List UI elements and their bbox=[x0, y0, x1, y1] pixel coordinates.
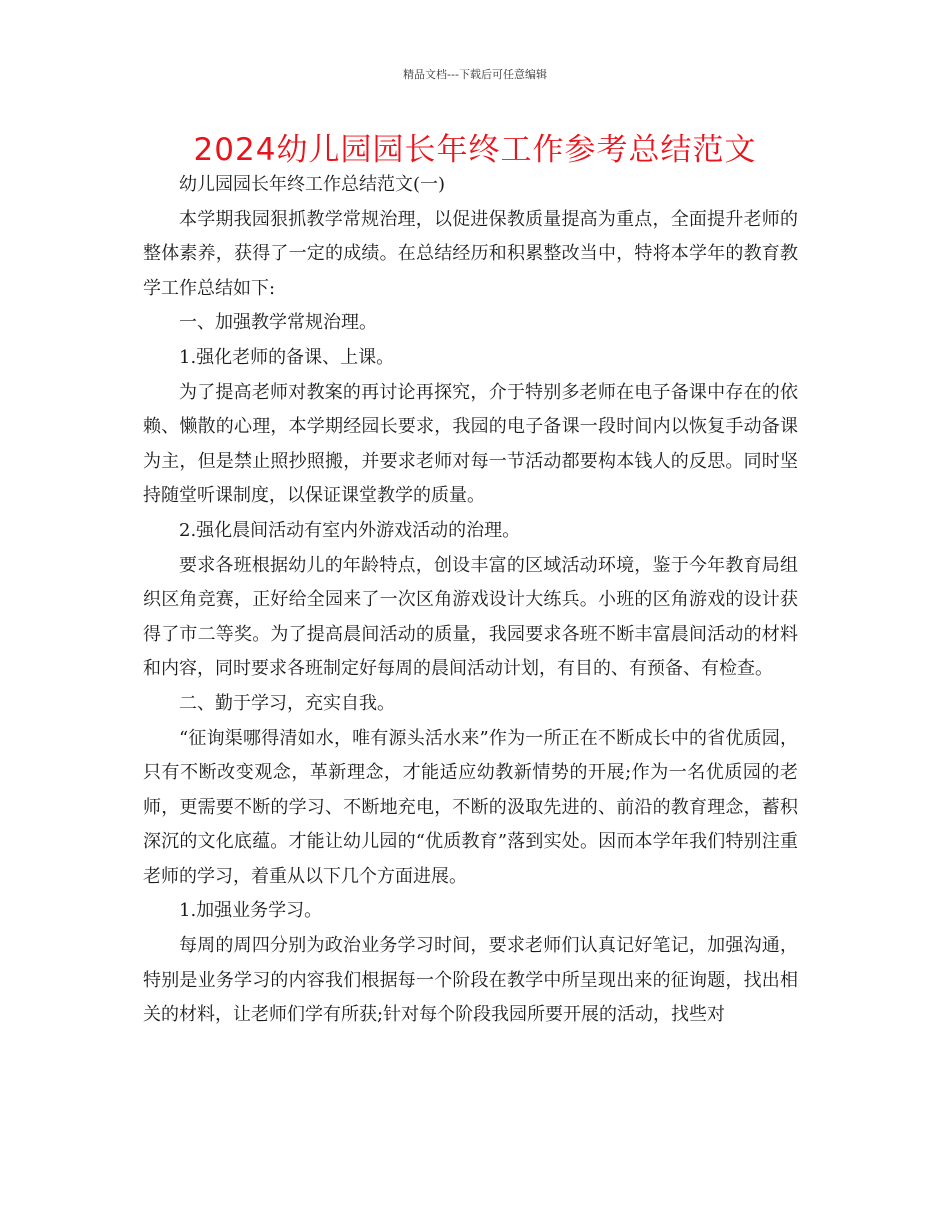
header-note: 精品文档---下载后可任意编辑 bbox=[403, 68, 547, 81]
document-title: 2024幼儿园园长年终工作参考总结范文 bbox=[193, 132, 757, 168]
paragraph-study-sessions: 每周的周四分别为政治业务学习时间，要求老师们认真记好笔记，加强沟通，特别是业务学习的内容我们根据每一个阶段在教学中所呈现出来的征询题，找出相关的材料，让老师们学有所获;针对每个阶段我园所要开展的活动，找些对 bbox=[143, 935, 798, 1026]
document-body bbox=[143, 168, 798, 1033]
subsection-heading-1-2: 2.强化晨间活动有室内外游戏活动的治理。 bbox=[179, 519, 521, 541]
section-heading-1: 一、加强教学常规治理。 bbox=[179, 312, 377, 334]
subsection-heading-2-1: 1.加强业务学习。 bbox=[179, 900, 323, 922]
paragraph-subtitle: 幼儿园园长年终工作总结范文(一) bbox=[179, 174, 446, 195]
section-heading-2: 二、勤于学习，充实自我。 bbox=[179, 692, 395, 714]
paragraph-learning: “征询渠哪得清如水，唯有源头活水来”作为一所正在不断成长中的省优质园，只有不断改变观念，革新理念，才能适应幼教新情势的开展;作为一名优质园的老师，更需要不断的学习、不断地充电，不断的汲取先进的、前沿的教育理念，蓄积深沉的文化底蕴。才能让幼儿园的“优质教育”落到实处。因而本学年我们特别注重老师的学习，着重从以下几个方面进展。 bbox=[143, 727, 798, 887]
paragraph-lesson-prep: 为了提高老师对教案的再讨论再探究，介于特别多老师在电子备课中存在的依赖、懒散的心理，本学期经园长要求，我园的电子备课一段时间内以恢复手动备课为主，但是禁止照抄照搬，并要求老师对每一节活动都要构本钱人的反思。同时坚持随堂听课制度，以保证课堂教学的质量。 bbox=[143, 381, 798, 507]
subsection-heading-1-1: 1.强化老师的备课、上课。 bbox=[179, 346, 395, 368]
paragraph-morning-activities: 要求各班根据幼儿的年龄特点，创设丰富的区域活动环境，鉴于今年教育局组织区角竞赛，正好给全园来了一次区角游戏设计大练兵。小班的区角游戏的设计获得了市二等奖。为了提高晨间活动的质量，我园要求各班不断丰富晨间活动的材料和内容，同时要求各班制定好每周的晨间活动计划，有目的、有预备、有检查。 bbox=[143, 554, 798, 680]
paragraph-intro: 本学期我园狠抓教学常规治理，以促进保教质量提高为重点，全面提升老师的整体素养，获得了一定的成绩。在总结经历和积累整改当中，特将本学年的教育教学工作总结如下: bbox=[143, 208, 798, 299]
